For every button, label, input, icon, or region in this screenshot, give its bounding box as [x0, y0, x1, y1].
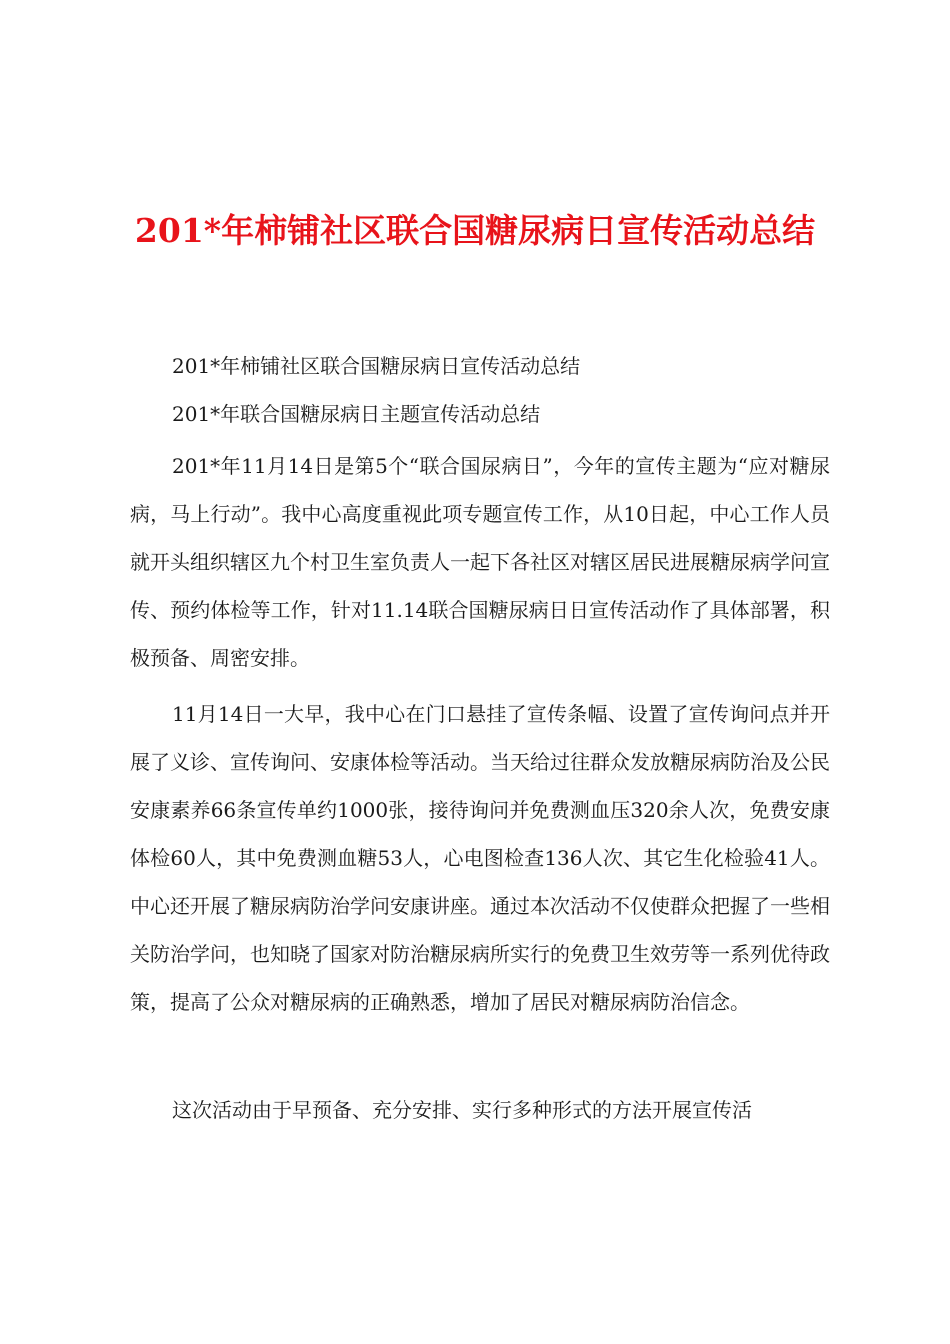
paragraph-3 — [130, 442, 830, 682]
paragraph-text: 201*年柿铺社区联合国糖尿病日宣传活动总结 — [172, 354, 581, 378]
paragraph-text: 11月14日一大早，我中心在门口悬挂了宣传条幅、设置了宣传询问点并开展了义诊、宣传询问、安康体检等活动。当天给过往群众发放糖尿病防治及公民安康素养66条宣传单约1000张，接待询问并免费测血压320余人次，免费安康体检60人，其中免费测血糖53人，心电图检查136人次、其它生化检验41人。中心还开展了糖尿病防治学问安康讲座。通过本次活动不仅使群众把握了一些相关防治学问，也知晓了国家对防治糖尿病所实行的免费卫生效劳等一系列优待政策，提高了公众对糖尿病的正确熟悉，增加了居民对糖尿病防治信念。 — [130, 702, 830, 1014]
paragraph-text: 201*年11月14日是第5个“联合国尿病日”，今年的宣传主题为“应对糖尿病，马上行动”。我中心高度重视此项专题宣传工作，从10日起，中心工作人员就开头组织辖区九个村卫生室负责人一起下各社区对辖区居民进展糖尿病学问宣传、预约体检等工作，针对11.14联合国糖尿病日日宣传活动作了具体部署，积极预备、周密安排。 — [130, 454, 830, 670]
document-title: 201*年柿铺社区联合国糖尿病日宣传活动总结 — [134, 211, 816, 250]
paragraph-2 — [130, 390, 830, 438]
paragraph-1 — [130, 342, 830, 390]
paragraph-text: 这次活动由于早预备、充分安排、实行多种形式的方法开展宣传活 — [172, 1098, 752, 1122]
paragraph-4 — [130, 690, 830, 1026]
paragraph-text: 201*年联合国糖尿病日主题宣传活动总结 — [172, 402, 541, 426]
paragraph-5 — [130, 1086, 830, 1134]
